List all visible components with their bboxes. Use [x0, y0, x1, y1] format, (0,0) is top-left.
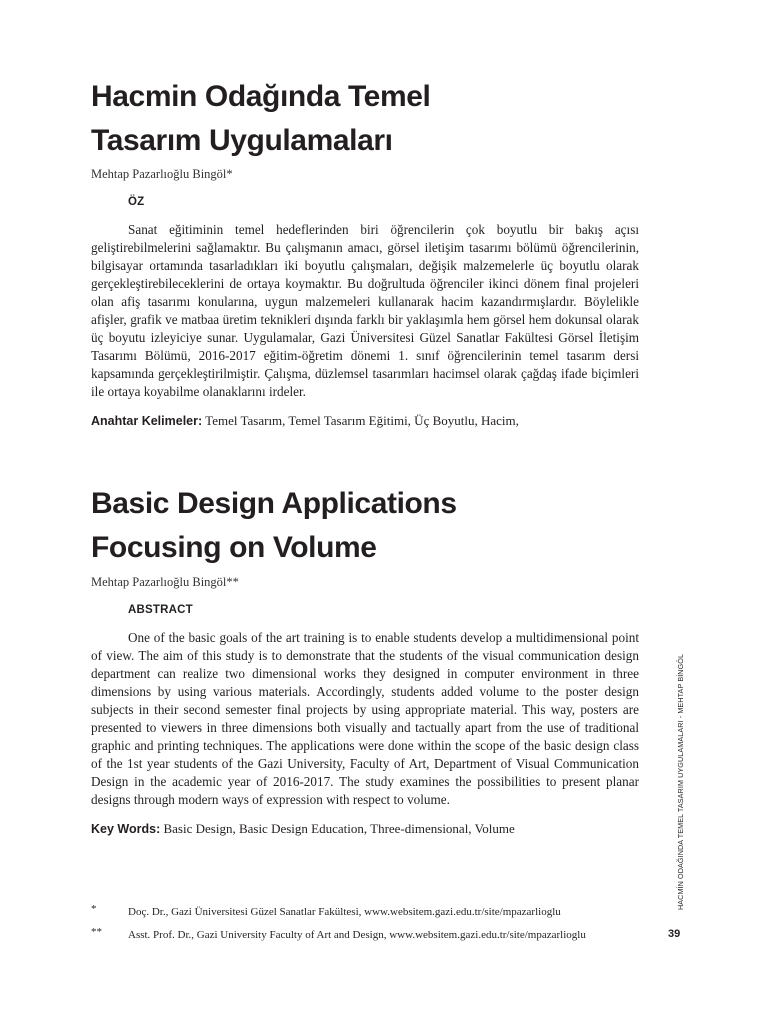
- footnote-2-mark: **: [91, 926, 102, 938]
- turkish-keywords-label: Anahtar Kelimeler:: [91, 414, 203, 428]
- english-abstract: One of the basic goals of the art training is to enable students develop a multidimensional point of view. The aim of this study is to demonstrate that the students of the visual communication design department can realize two dimensional works they designed in computer environment in three dimensions by using various materials. Accordingly, students added volume to the poster design subjects in their second semester final projects by using appropriate material. This way, posters are presented to viewers in three dimensions both visually and tactually apart from the use of traditional graphic and printing techniques. The applications were done within the scope of the basic design class of the 1st year students of the Gazi University, Faculty of Art, Department of Visual Communication Design in the academic year of 2016-2017. The study examines the possibilities to present planar designs through modern ways of expression with respect to volume.: [91, 630, 639, 807]
- turkish-keywords: [91, 413, 651, 429]
- page-number: 39: [668, 928, 681, 940]
- turkish-abstract-heading: ÖZ: [128, 196, 145, 208]
- turkish-title-line-1: Hacmin Odağında Temel: [91, 80, 431, 113]
- english-title-line-1: Basic Design Applications: [91, 487, 457, 520]
- english-keywords-label: Key Words:: [91, 822, 161, 836]
- turkish-keywords-text: Temel Tasarım, Temel Tasarım Eğitimi, Üç Boyutlu, Hacim,: [205, 413, 519, 428]
- turkish-author: Mehtap Pazarlıoğlu Bingöl*: [91, 167, 233, 181]
- footnote-2-text: Asst. Prof. Dr., Gazi University Faculty of Art and Design, www.websitem.gazi.edu.tr/site/mpazarlioglu: [128, 929, 586, 941]
- english-abstract-heading: ABSTRACT: [128, 604, 193, 616]
- english-keywords: [91, 821, 651, 837]
- english-title: [91, 482, 631, 570]
- running-head: HACMİN ODAĞINDA TEMEL TASARIM UYGULAMALARI - MEHTAP BİNGÖL: [676, 653, 685, 910]
- footnote-1-text: Doç. Dr., Gazi Üniversitesi Güzel Sanatlar Fakültesi, www.websitem.gazi.edu.tr/site/mpazarlioglu: [128, 906, 561, 918]
- turkish-title-line-2: Tasarım Uygulamaları: [91, 124, 393, 157]
- english-keywords-text: Basic Design, Basic Design Education, Three-dimensional, Volume: [163, 821, 515, 836]
- english-title-line-2: Focusing on Volume: [91, 531, 377, 564]
- turkish-abstract: Sanat eğitiminin temel hedeflerinden biri öğrencilerin çok boyutlu bir bakış açısı geliştirebilmelerini sağlamaktır. Bu çalışmanın amacı, görsel iletişim tasarımı bölümü öğrencilerinin, bilgisayar ortamında tasarladıkları iki boyutlu çalışmaları, değişik malzemelerle üç boyutlu olarak gerçekleştirebileceklerini de ortaya koymaktır. Bu doğrultuda öğrenciler ikinci dönem final projeleri olan afiş tasarımı konularına, uygun malzemeleri kullanarak hacim kazandırmışlardır. Böylelikle afişler, grafik ve matbaa üretim teknikleri dışında farklı bir yaklaşımla hem görsel hem dokunsal olarak üç boyutu izleyiciye sunar. Uygulamalar, Gazi Üniversitesi Güzel Sanatlar Fakültesi Görsel İletişim Tasarımı Bölümü, 2016-2017 eğitim-öğretim dönemi 1. sınıf öğrencilerinin temel tasarım dersi kapsamında gerçekleştirilmiştir. Çalışma, düzlemsel tasarımları hacimsel olarak çağdaş ifade biçimleri ile ortaya koyabilme olanaklarını irdeler.: [91, 222, 639, 399]
- footnote-1-mark: *: [91, 903, 97, 915]
- english-author: Mehtap Pazarlıoğlu Bingöl**: [91, 575, 239, 589]
- turkish-title: [91, 75, 631, 163]
